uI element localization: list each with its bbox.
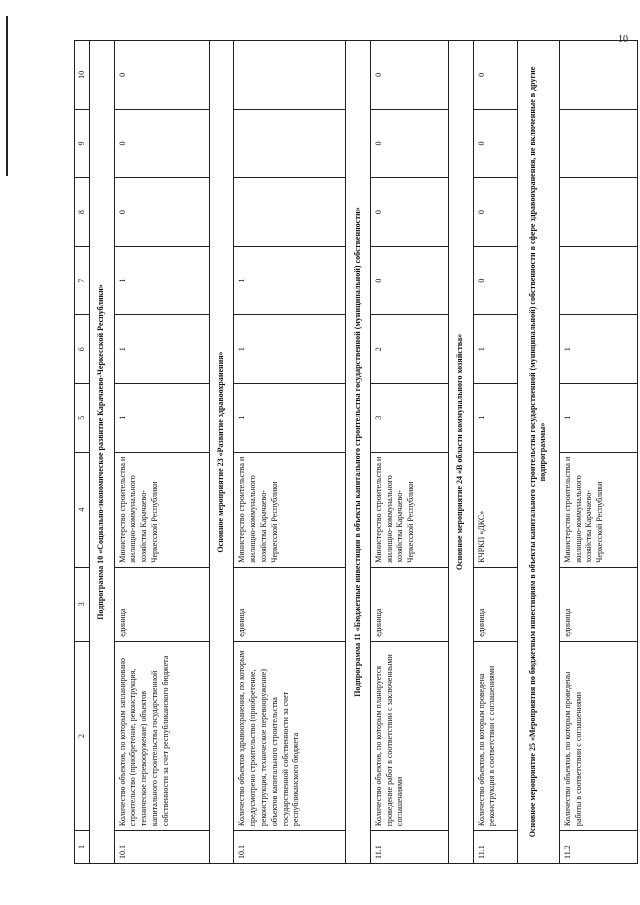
table-cell: 0 [473,246,518,315]
table-cell: единица [559,567,637,641]
table-cell: единица [473,567,518,641]
table-row [114,41,209,864]
section-row [209,41,234,864]
header-cell: 8 [75,178,90,247]
table-cell: Министерство строительства и жилищно-коммунального хозяйства Карачаево-Черкесской Республики [234,452,346,567]
section-row [518,41,559,864]
section-row [346,41,371,864]
header-cell: 10 [75,41,90,110]
table-cell: 0 [473,41,518,110]
table-cell: 0 [114,178,209,247]
table-cell: 0 [370,41,448,110]
table-cell: 2 [370,315,448,384]
table-cell: 0 [370,178,448,247]
table-row [370,41,448,864]
table-cell: Количество объектов здравоохранения, по которым предусмотрено строительство (приобретение, реконструкция, техническое перевооружение) объектов капитального строительства государственной собственности за счет республиканского бюджета [234,641,346,830]
table-cell: 0 [473,178,518,247]
table-cell [559,178,637,247]
section-title: Подпрограмма 11 «Бюджетные инвестиции в объекты капитального строительства государственной (муниципальной) собственности» [346,41,371,864]
table-cell: 11.1 [370,831,448,864]
table-cell: 11.2 [559,831,637,864]
table-cell [559,246,637,315]
section-row [449,41,474,864]
table-cell: 0 [473,109,518,178]
table-body [75,41,638,864]
table-cell: Количество объектов, по которым проведены работы в соответствии с соглашениями [559,641,637,830]
table-row [473,41,518,864]
header-cell: 2 [75,641,90,830]
table-cell: 0 [370,246,448,315]
table-cell: Количество объектов, по которым запланировано строительство (приобретение, реконструкция, техническое перевооружение) объектов капитального строительства государственной собственности за счет республиканского бюджета [114,641,209,830]
table-row [234,41,346,864]
table-cell: 1 [234,383,346,452]
table-cell: единица [114,567,209,641]
header-cell: 6 [75,315,90,384]
margin-rule [6,16,8,176]
header-cell: 5 [75,383,90,452]
indicators-table [74,40,638,864]
table-cell: Министерство строительства и жилищно-коммунального хозяйства Карачаево-Черкесской Республики [114,452,209,567]
table-cell: 1 [234,315,346,384]
table-cell: 10.1 [114,831,209,864]
table-cell: 10.1 [234,831,346,864]
table-cell [559,109,637,178]
header-cell: 7 [75,246,90,315]
table-cell [234,178,346,247]
table-cell: единица [370,567,448,641]
table-cell: 0 [370,109,448,178]
section-row [90,41,115,864]
table-cell: 11.1 [473,831,518,864]
header-cell: 3 [75,567,90,641]
table-cell: 1 [559,383,637,452]
section-title: Основное мероприятие 25 «Мероприятия по бюджетным инвестициям в объекты капитального строительства государственной (муниципальной) собственности в сфере здравоохранения, не включенные в другие подпрограммы» [518,41,559,864]
table-cell: Министерство строительства и жилищно-коммунального хозяйства Карачаево-Черкесской Республики [559,452,637,567]
section-title: Основное мероприятие 23 «Развитие здравоохранения» [209,41,234,864]
table-row [559,41,637,864]
table-cell: 0 [114,109,209,178]
table-cell: 0 [114,41,209,110]
rotated-page [74,40,638,864]
table-cell: КЧРКП «ДКС» [473,452,518,567]
table-cell [234,41,346,110]
table-cell: 1 [114,315,209,384]
table-cell: 1 [234,246,346,315]
table-cell: Количество объектов, по которым планируется проведение работ в соответствии с заключенными соглашениями [370,641,448,830]
table-cell: 1 [473,383,518,452]
section-title: Подпрограмма 10 «Социально-экономическое развитие Карачаево-Черкесской Республики» [90,41,115,864]
header-cell: 4 [75,452,90,567]
table-cell: Количество объектов, по которым проведена реконструкция в соответствии с соглашениями [473,641,518,830]
table-cell: 1 [114,246,209,315]
table-cell: Министерство строительства и жилищно-коммунального хозяйства Карачаево-Черкесской Республики [370,452,448,567]
page-number: 10 [618,34,628,45]
header-cell: 9 [75,109,90,178]
table-cell [559,41,637,110]
header-row [75,41,90,864]
table-cell: 3 [370,383,448,452]
section-title: Основное мероприятие 24 «В области коммунального хозяйства» [449,41,474,864]
table-cell [234,109,346,178]
header-cell: 1 [75,831,90,864]
table-cell: 1 [114,383,209,452]
table-cell: единица [234,567,346,641]
table-cell: 1 [559,315,637,384]
table-cell: 1 [473,315,518,384]
